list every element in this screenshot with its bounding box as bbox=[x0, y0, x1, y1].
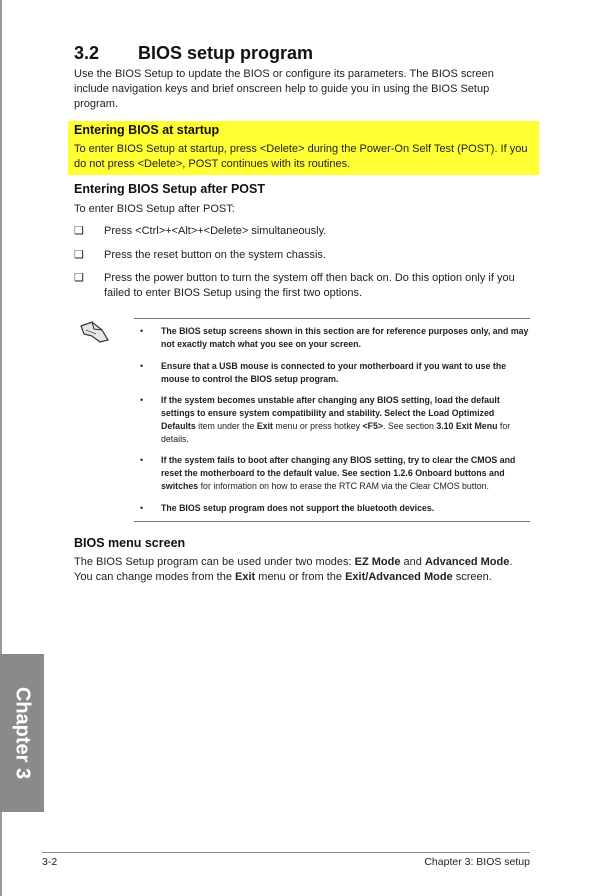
list-item: Press <Ctrl>+<Alt>+<Delete> simultaneously. bbox=[104, 225, 327, 237]
checkbox-bullet-icon: ❑ bbox=[74, 249, 84, 261]
footer-divider bbox=[42, 852, 530, 853]
list-item: Press the reset button on the system chassis. bbox=[104, 249, 326, 261]
page-number: 3-2 bbox=[42, 856, 58, 868]
menu-screen-heading: BIOS menu screen bbox=[74, 536, 186, 550]
list-item: Press the power button to turn the system off then back on. Do this option only if you failed to enter BIOS Setup using the first two options. bbox=[104, 272, 515, 299]
hand-note-icon bbox=[78, 318, 110, 344]
entering-post-heading: Entering BIOS Setup after POST bbox=[74, 182, 265, 196]
entering-startup-heading: Entering BIOS at startup bbox=[74, 123, 220, 137]
entering-post-intro: To enter BIOS Setup after POST: bbox=[74, 203, 235, 215]
checkbox-bullet-icon: ❑ bbox=[74, 272, 84, 284]
entering-startup-text: To enter BIOS Setup at startup, press <Delete> during the Power-On Self Test (POST). If you do not press <Delete>, POST continues with its routines. bbox=[74, 143, 528, 170]
section-intro: Use the BIOS Setup to update the BIOS or configure its parameters. The BIOS screen include navigation keys and brief onscreen help to guide you in using the BIOS Setup program. bbox=[74, 68, 494, 110]
section-title: BIOS setup program bbox=[138, 43, 314, 63]
menu-screen-text: The BIOS Setup program can be used under two modes: EZ Mode and Advanced Mode. You can change modes from the Exit menu or from the Exit/Advanced Mode screen. bbox=[74, 556, 513, 583]
chapter-tab-label: Chapter 3 bbox=[11, 686, 34, 780]
checkbox-bullet-icon: ❑ bbox=[74, 225, 84, 237]
footer-chapter: Chapter 3: BIOS setup bbox=[424, 856, 530, 868]
section-number: 3.2 bbox=[74, 43, 100, 63]
section-heading bbox=[74, 43, 313, 64]
chapter-tab bbox=[0, 654, 44, 812]
